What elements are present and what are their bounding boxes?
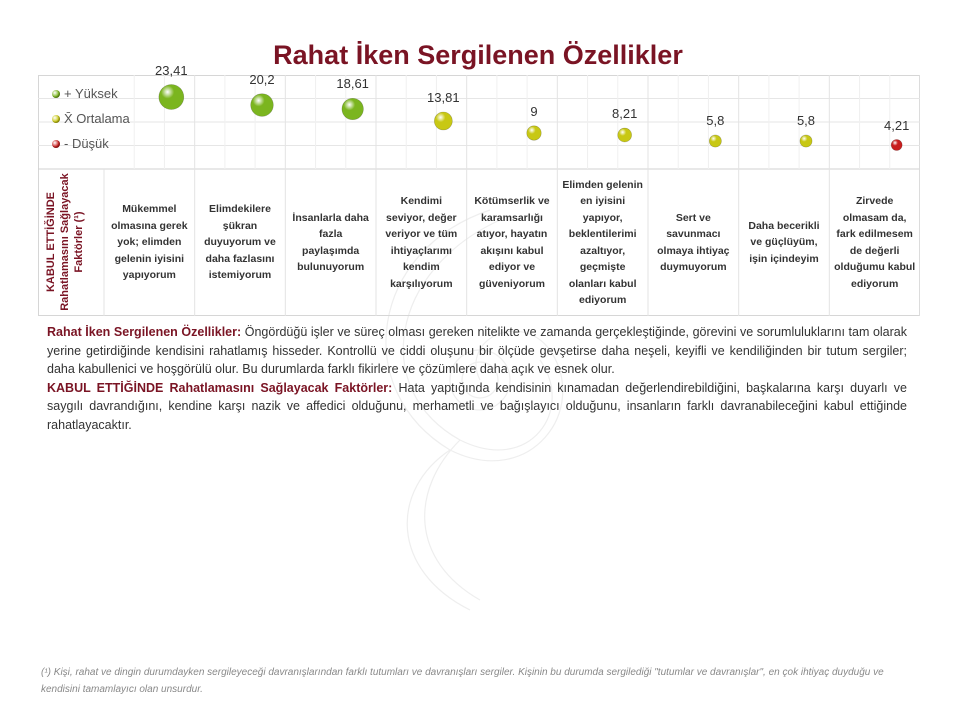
bubble-value-label: 8,21 [612,106,638,122]
factor-label: İnsanlarla daha fazla paylaşımda bulunuyorum [292,211,369,273]
legend-low-label: - Düşük [64,135,109,151]
bubble-value-label: 5,8 [796,112,816,128]
legend-item-high [52,81,130,106]
factor-label: Mükemmel olmasına gerek yok; elimden gelenin iyisini yapıyorum [111,203,188,282]
bubble-point [527,126,541,140]
factor-label: Elimden gelenin en iyisini yapıyor, beklentilerimi azaltıyor, geçmişte olanları kabul ediyorum [562,178,643,306]
bubble-value-label: 5,8 [706,112,725,128]
bubble-point [159,85,184,110]
legend-mid-label: X̄ Ortalama [64,110,130,126]
legend-item-mid [52,106,130,131]
bubble-point [891,140,902,151]
bubble-value-label: 9 [530,103,538,119]
row-axis-label [40,169,90,316]
description-heading-2: KABUL ETTİĞİNDE Rahatlamasını Sağlayacak Faktörler: [47,380,393,395]
factor-label: Elimdekilere şükran duyuyorum ve daha fazlasını istemiyorum [204,203,276,282]
description-paragraph-1 [47,323,907,379]
bubble-point [251,94,274,117]
factor-label: Zirvede olmasam da, fark edilmesem de değerli olduğumu kabul ediyorum [834,195,916,290]
factor-label: Daha becerikli ve güçlüyüm, işin içindeyim [748,219,820,265]
factor-label: Kötümserlik ve karamsarlığı atıyor, hayatın akışını kabul ediyor ve güveniyorum [474,195,550,290]
footnote: (¹) Kişi, rahat ve dingin durumdayken sergileyeceği davranışlarından farklı tutumları ve davranışları sergiler. Kişinin bu durumda sergilediği "tutumlar ve davranışlar", en çok ihtiyaç duyduğu ve kendisini tamamlayıcı olan unsurdur. [41,667,884,695]
row-axis-label-text: KABUL ETTİĞİNDE Rahatlamasını Sağlayacak Faktörler (¹) [45,173,85,311]
description [47,323,907,434]
legend-high-dot-icon [52,90,60,98]
chart-legend [52,81,130,156]
bubble-value-label: 18,61 [336,76,369,92]
factor-label: Kendimi seviyor, değer veriyor ve tüm ihtiyaçlarımı kendim karşılıyorum [385,195,458,290]
bubble-value-label: 20,2 [249,71,275,87]
bubble-chart [38,62,920,316]
bubble-point [434,112,452,130]
bubble-value-label: 23,41 [155,62,188,78]
bubble-point [342,98,364,120]
legend-item-low [52,131,130,156]
legend-mid-dot-icon [52,115,60,123]
bubble-point [618,128,632,142]
bubble-point [800,135,812,147]
factor-label: Sert ve savunmacı olmaya ihtiyaç duymuyorum [657,211,730,273]
description-paragraph-2 [47,379,907,435]
description-text-2: Hata yaptığında kendisinin kınamadan değerlendirebildiğini, başkalarına karşı duyarlı ve saygılı davrandığını, kendine karşı nazik ve affedici olduğunu, merhametli ve bağışlayıcı olduğunu, insanların farklı davranabileceğini kabul ettiğinde rahatlayacaktır. [47,380,907,432]
legend-low-dot-icon [52,140,60,148]
description-text-1: Öngördüğü işler ve süreç olması gereken nitelikte ve zamanda gerçekleştiğinde, görevini ve sorumluluklarını tam olarak yerine getirdiğinde kendisini rahatlamış hisseder. Kontrollü ve ciddi oluşunu bir ölçüde gevşetirse daha neşeli, keyifli ve kendiliğinden bir tutum sergiler; daha kabullenici ve hoşgörülü olur. Bu durumlarda farklı fikirlere ve çözümlere daha açık ve esnek olur. [47,325,907,376]
bubble-point [709,135,721,147]
page-title: Rahat İken Sergilenen Özellikler [273,40,683,70]
bubble-value-label: 13,81 [427,90,460,105]
description-heading-1: Rahat İken Sergilenen Özellikler: [47,325,242,339]
bubble-value-label: 4,21 [884,117,910,133]
legend-high-label: + Yüksek [64,85,118,101]
